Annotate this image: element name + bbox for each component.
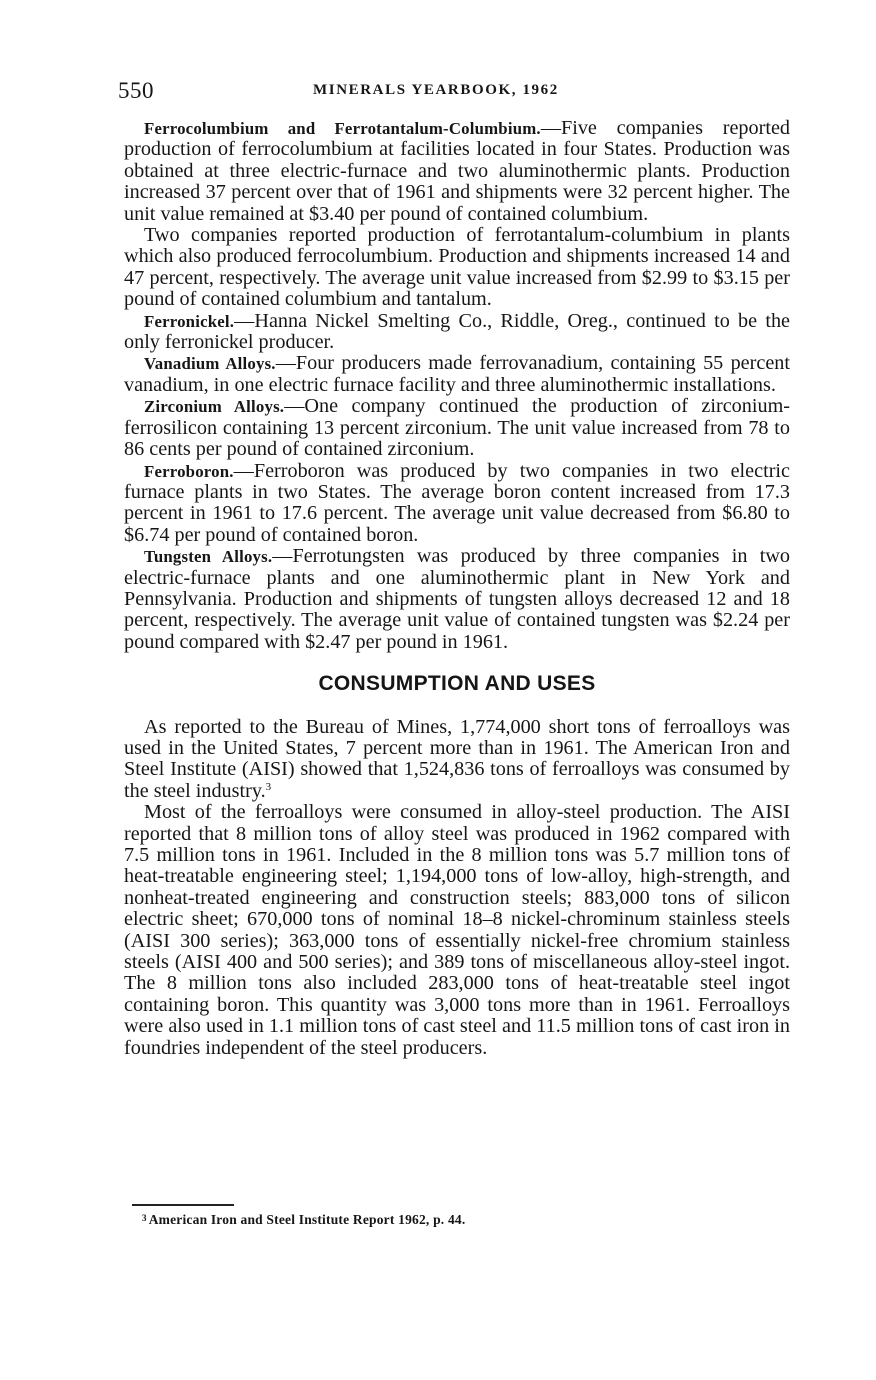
paragraph-vanadium	[124, 353, 790, 396]
paragraph-ferronickel	[124, 311, 790, 354]
footnote-text: American Iron and Steel Institute Report 1962, p. 44.	[148, 1212, 466, 1227]
paragraph-text: Most of the ferroalloys were consumed in alloy-steel production. The AISI reported that 8 million tons of alloy steel was produced in 1962 compared with 7.5 million tons in 1961. Included in the 8 million tons was 5.7 million tons of heat-treatable engineering steel; 1,194,000 tons of low-alloy, high-strength, and nonheat-treated engineering and construction steels; 883,000 tons of silicon electric sheet; 670,000 tons of nominal 18–8 nickel-chrominum stainless steels (AISI 300 series); 363,000 tons of essentially nickel-free chromium stainless steels (AISI 400 and 500 series); and 389 tons of miscellaneous alloy-steel ingot. The 8 million tons also included 283,000 tons of heat-treatable steel ingot containing boron. This quantity was 3,000 tons more than in 1961. Ferroalloys were also used in 1.1 million tons of cast steel and 11.5 million tons of cast iron in foundries independent of the steel producers.	[124, 801, 790, 1059]
paragraph-ferroboron	[124, 461, 790, 547]
paragraph-text: —Five companies reported production of ferrocolumbium at facilities located in four States. Production was obtained at three electric-furnace and two aluminothermic plants. Production increased 37 percent over that of 1961 and shipments were 32 percent higher. The unit value remained at $3.40 per pound of contained columbium.	[124, 117, 790, 225]
paragraph-text: —Four producers made ferrovanadium, containing 55 percent vanadium, in one electric furnace facility and three aluminothermic installations.	[124, 352, 790, 396]
paragraph-lead: Ferronickel.	[144, 311, 235, 331]
paragraph-text: —Ferrotungsten was produced by three companies in two electric-furnace plants and one aluminothermic plant in New York and Pennsylvania. Production and shipments of tungsten alloys decreased 12 and 18 percent, respectively. The average unit value of contained tungsten was $2.24 per pound compared with $2.47 per pound in 1961.	[124, 545, 790, 653]
paragraph-consumption	[124, 717, 790, 803]
paragraph-text: Two companies reported production of ferrotantalum-columbium in plants which also produced ferrocolumbium. Production and shipments increased 14 and 47 percent, respectively. The average unit value increased from $2.99 to $3.15 per pound of contained columbium and tantalum.	[124, 224, 790, 311]
running-title: MINERALS YEARBOOK, 1962	[313, 82, 559, 98]
section-heading: CONSUMPTION AND USES	[318, 672, 596, 696]
paragraph-text: —One company continued the production of zirconium-ferrosilicon containing 13 percent zirconium. The unit value increased from 78 to 86 cents per pound of contained zirconium.	[124, 395, 790, 461]
paragraph-text: —Hanna Nickel Smelting Co., Riddle, Oreg., continued to be the only ferronickel producer.	[124, 309, 790, 354]
footnote-divider	[132, 1204, 234, 1206]
paragraph-lead: Vanadium Alloys.	[144, 354, 276, 374]
footnote-reference: 3	[265, 780, 272, 793]
footnote	[142, 1212, 465, 1228]
paragraph-ferrocolumbium	[124, 118, 790, 225]
paragraph-text: —Ferroboron was produced by two companies in two electric furnace plants in two States. The average boron content increased from 17.3 percent in 1961 to 17.6 percent. The average unit value decreased from $6.80 to $6.74 per pound of contained boron.	[124, 459, 790, 546]
paragraph-text: As reported to the Bureau of Mines, 1,774,000 short tons of ferroalloys was used in the United States, 7 percent more than in 1961. The American Iron and Steel Institute (AISI) showed that 1,524,836 tons of ferroalloys was consumed by the steel industry.	[124, 715, 790, 802]
footnote-mark: 3	[142, 1213, 147, 1223]
paragraph-tungsten	[124, 546, 790, 653]
body-text	[124, 118, 790, 1059]
page-number: 550	[118, 78, 154, 103]
paragraph-ferrotantalum	[124, 225, 790, 311]
paragraph-lead: Ferrocolumbium and Ferrotantalum-Columbium.	[144, 119, 541, 138]
paragraph-zirconium	[124, 396, 790, 460]
paragraph-lead: Zirconium Alloys.	[144, 397, 285, 417]
paragraph-lead: Tungsten Alloys.	[144, 547, 273, 567]
paragraph-lead: Ferroboron.	[144, 461, 234, 481]
running-head	[118, 78, 798, 108]
paragraph-alloy-steel	[124, 802, 790, 1059]
